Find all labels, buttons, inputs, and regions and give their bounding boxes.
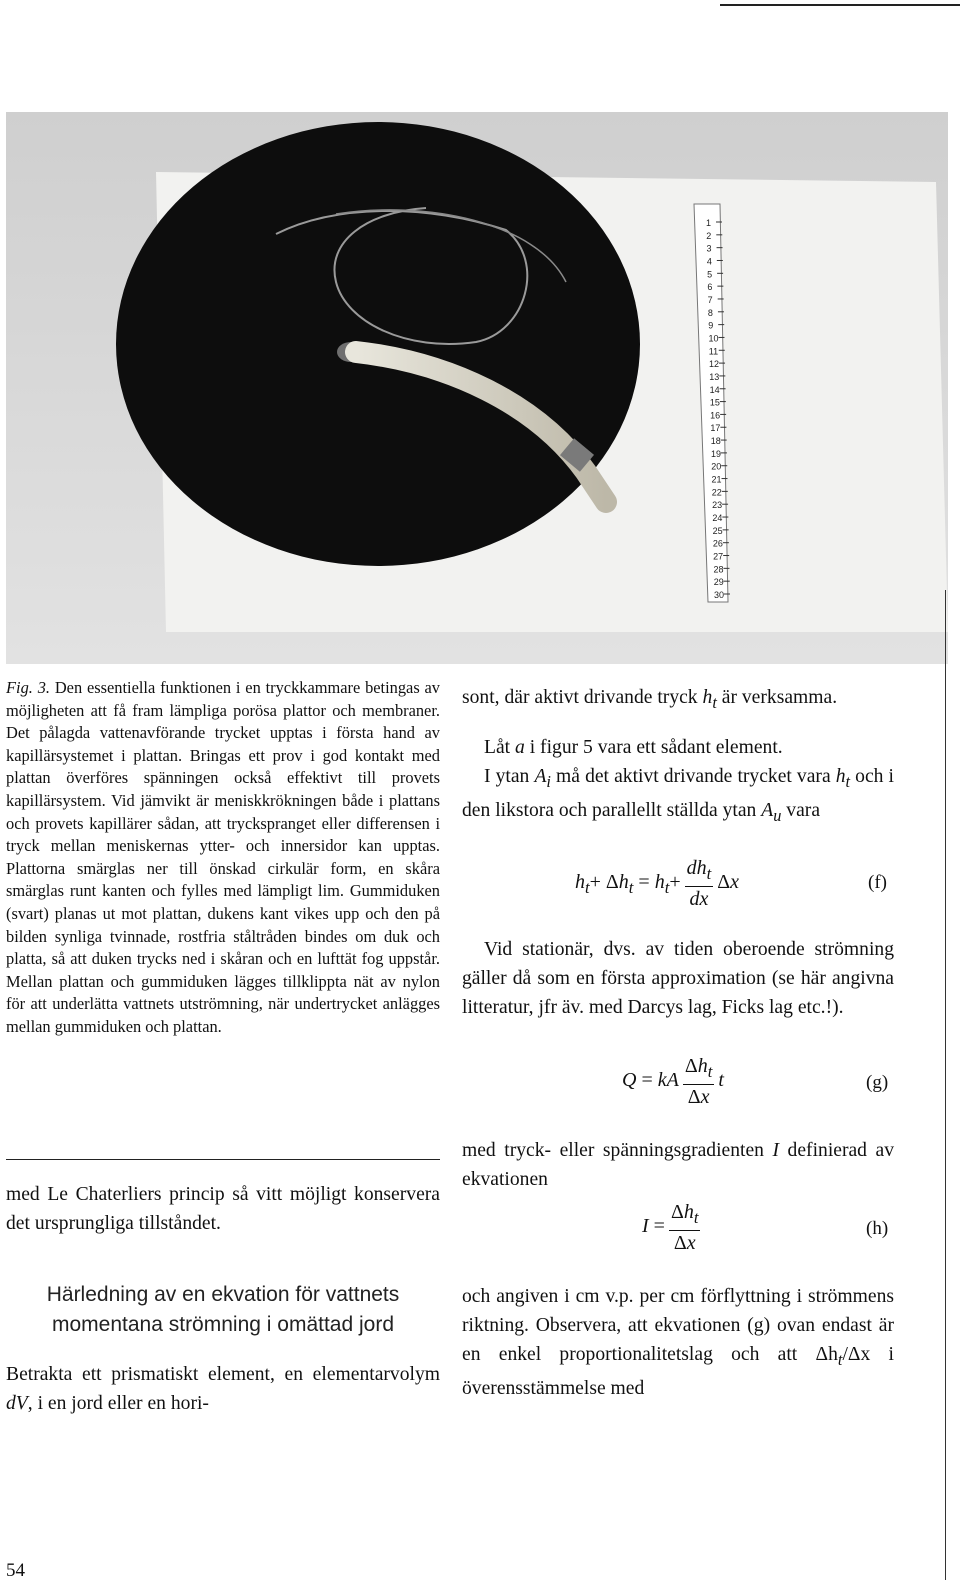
caption-separator xyxy=(6,1159,440,1160)
ruler-number: 18 xyxy=(710,436,721,447)
p6-expression-b: /Δx xyxy=(842,1344,871,1365)
ruler-number: 23 xyxy=(712,500,723,511)
p2-text-b: i figur 5 vara ett sådant element. xyxy=(524,737,783,758)
p5-text-b: definierad av ekvationen xyxy=(462,1140,894,1190)
para2-text-b: , i en jord eller en hori- xyxy=(27,1393,209,1414)
caption-label: Fig. 3. xyxy=(6,678,50,697)
ruler-number: 3 xyxy=(706,243,712,254)
figure-photo xyxy=(6,112,948,664)
ruler-number: 10 xyxy=(708,333,719,344)
right-paragraph-4: Vid stationär, dvs. av tiden oberoende strömning gäller då som en första approximation (se här angivna litteratur, jfr äv. med Darcys lag, Ficks lag etc.!). xyxy=(462,939,894,1018)
ruler-number: 5 xyxy=(707,269,713,280)
ruler-number: 7 xyxy=(707,294,713,305)
ruler-number: 16 xyxy=(710,410,721,421)
figure-photo-drawing xyxy=(6,112,948,664)
ruler-number: 4 xyxy=(706,256,712,267)
equation-f: $h_t+ \Delta h_t = h_t+$ $\frac{dh_t}{dx}$ Δx xyxy=(575,857,740,910)
right-paragraph-1 xyxy=(462,683,894,717)
ruler-number: 22 xyxy=(711,487,722,498)
p3-sub-a: i xyxy=(546,771,551,791)
p6-subscript: t xyxy=(837,1349,843,1369)
p6-expression: Δh xyxy=(815,1344,838,1365)
right-paragraph-3 xyxy=(462,762,894,830)
p5-text-a: med tryck- eller spänningsgradienten xyxy=(462,1140,773,1161)
p2-text-a: Låt xyxy=(484,737,516,758)
ruler-number: 25 xyxy=(712,525,723,536)
p3-var-c: A xyxy=(761,799,774,821)
ruler-number: 8 xyxy=(707,307,713,318)
ruler-number: 21 xyxy=(711,474,722,485)
ruler-number: 1 xyxy=(706,218,712,228)
p3-var-b: h xyxy=(835,766,846,787)
p1-subscript: t xyxy=(712,692,717,712)
right-margin-rule xyxy=(945,590,946,1580)
p1-text-b: är verksamma. xyxy=(716,687,838,708)
right-paragraph-2 xyxy=(462,733,894,762)
section-heading: Härledning av en ekvation för vattnets momentana strömning i omättad jord xyxy=(46,1283,400,1336)
para2-text-a: Betrakta ett prismatiskt element, en elementarvolym xyxy=(6,1364,440,1385)
equation-g-label: (g) xyxy=(866,1072,889,1093)
equation-f-label: (f) xyxy=(868,872,887,893)
left-paragraph-2 xyxy=(6,1360,440,1418)
right-paragraph-6 xyxy=(462,1282,894,1403)
p5-variable: I xyxy=(772,1140,780,1161)
equation-h: I = $\frac{\Delta h_t}{\Delta x}$ xyxy=(642,1201,699,1254)
p1-variable: h xyxy=(702,687,713,708)
p3-sub-b: t xyxy=(845,771,851,791)
ruler-number: 6 xyxy=(707,282,713,293)
page-number: 54 xyxy=(6,1560,25,1581)
figure-caption xyxy=(6,677,440,1039)
ruler-number: 14 xyxy=(709,384,720,395)
ruler-number: 27 xyxy=(713,551,724,562)
p3-var-a: A xyxy=(534,766,547,787)
ruler-number: 26 xyxy=(712,538,723,549)
ruler-number: 11 xyxy=(708,346,719,357)
top-rule xyxy=(720,4,960,6)
ruler-number: 15 xyxy=(709,397,720,408)
ruler-number: 13 xyxy=(709,371,720,382)
ruler-number: 19 xyxy=(710,448,721,459)
ruler-number: 12 xyxy=(709,359,720,370)
ruler-number: 20 xyxy=(711,461,722,472)
equation-g: Q = kA $\frac{\Delta h_t}{\Delta x}$ t xyxy=(622,1055,724,1108)
para2-variable: dV xyxy=(6,1393,28,1414)
ruler-number: 29 xyxy=(713,577,724,588)
equation-h-label: (h) xyxy=(866,1218,889,1239)
p3-sub-c: u xyxy=(773,805,782,825)
ruler-number: 28 xyxy=(713,564,724,575)
caption-text: Den essentiella funktionen i en tryckkammare betingas av möjligheten att få fram lämpliga porösa plattor och membraner. Det pålagda vattenavförande trycket upptas i första hand av kapillärsystemet i plattan. Bringas ett prov i god kontakt med plattan överföres spänningen också effektivt till provets kapillärsystem. Vid jämvikt är meniskkrökningen både i plattans och provets kapillärer sådan, att tryckspranget eller differensen i tryck mellan meniskernas ytter- och innersidor kan upptas. Plattorna smärglas ner till önskad cirkulär form, en skåra smärglas runt kanten och fylles med lämpligt lim. Gummiduken (svart) planas ut mot plattan, dukens kant vikes upp och den på bilden synliga tvinnade, rostfria ståltråden bindes om duk och platta, så att duken trycks ned i skåran och en lufttät fog uppstår. Mellan plattan och gummiduken lägges tillklippta nät av nylon för att underlätta vattnets utströmning, när undertrycket anlägges mellan gummiduken och plattan. xyxy=(6,678,440,1036)
ruler-number: 30 xyxy=(714,590,725,600)
p6-text-a: och angiven i cm v.p. per cm förflyttning i strömmens riktning. Observera, att ekvationen (g) ovan endast är en enkel proportionalitetslag och att xyxy=(462,1286,894,1365)
right-paragraph-5 xyxy=(462,1136,894,1194)
p3-text-a: I ytan xyxy=(484,766,535,787)
ruler-number: 2 xyxy=(706,230,712,241)
ruler-number: 17 xyxy=(710,423,721,434)
ruler-number: 9 xyxy=(708,320,714,331)
ruler-number: 24 xyxy=(712,513,723,524)
p2-variable: a xyxy=(515,737,525,758)
p6-text-b: i överensstämmelse med xyxy=(462,1344,894,1399)
p3-text-c: och i den likstora och parallellt ställda ytan xyxy=(462,766,895,821)
p3-text-d: vara xyxy=(781,799,821,821)
p3-text-b: må det aktivt drivande trycket vara xyxy=(550,766,836,787)
left-paragraph-1: med Le Chaterliers princip så vitt möjligt konservera det ursprungliga tillståndet. xyxy=(6,1184,440,1234)
p1-text-a: sont, där aktivt drivande tryck xyxy=(462,687,703,708)
